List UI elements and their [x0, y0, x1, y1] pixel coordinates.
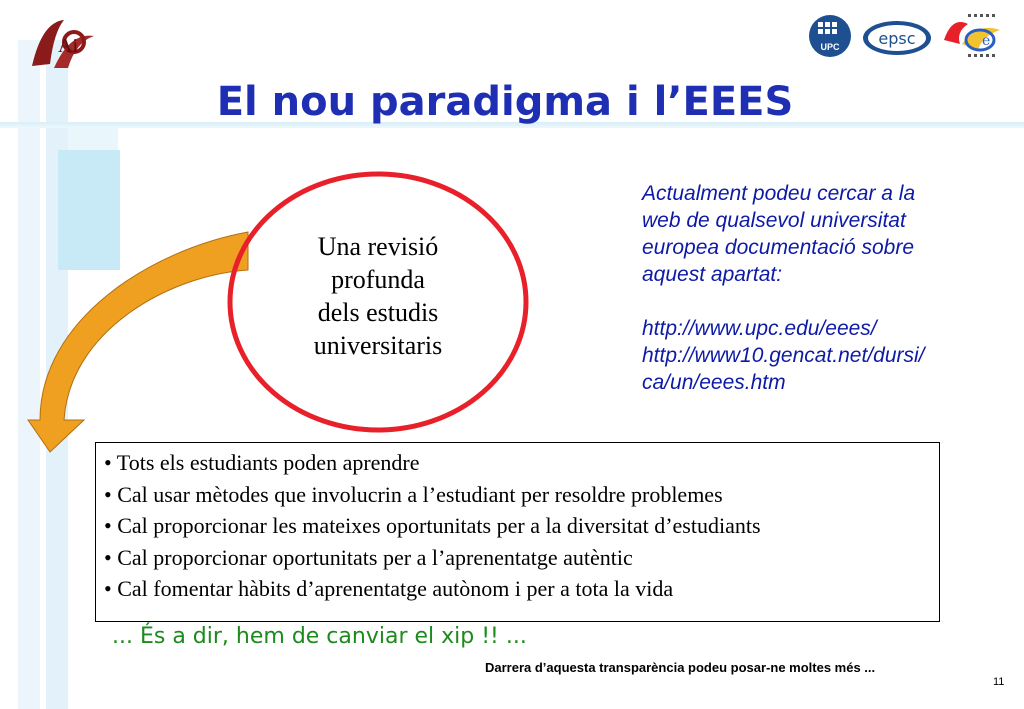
svg-text:UPC: UPC [820, 42, 840, 52]
ellipse-line: universitaris [313, 331, 443, 360]
ellipse-line: dels estudis [317, 298, 439, 327]
link-gencat[interactable]: http://www10.gencat.net/dursi/ [642, 344, 925, 367]
info-line: aquest apartat: [642, 263, 783, 286]
ellipse-line: profunda [331, 265, 425, 294]
link-gencat-cont[interactable]: ca/un/eees.htm [642, 371, 786, 394]
ellipse-line: Una revisió [317, 232, 439, 261]
bullet-item: • Cal usar mètodes que involucrin a l’estudiant per resoldre problemes [104, 481, 723, 507]
bullet-item: • Cal proporcionar oportunitats per a l’aprenentatge autèntic [104, 544, 633, 570]
bullet-list [95, 442, 940, 622]
slide-title: El nou paradigma i l’EEES [216, 78, 794, 125]
ellipse-text [268, 230, 488, 362]
svg-text:e: e [982, 33, 991, 49]
svg-text:epsc: epsc [878, 29, 916, 48]
page-number: 11 [993, 676, 1005, 688]
info-line: europea documentació sobre [642, 236, 915, 259]
info-line: Actualment podeu cercar a la [642, 182, 916, 205]
tagline: ... És a dir, hem de canviar el xip !! ... [112, 624, 527, 649]
bullet-item: • Cal proporcionar les mateixes oportunitats per a la diversitat d’estudiants [104, 513, 761, 538]
logo-text: Ai [58, 35, 78, 57]
info-line: web de qualsevol universitat [642, 209, 906, 232]
info-box [642, 180, 1012, 396]
bullet-item: • Cal fomentar hàbits d’aprenentatge autònom i per a tota la vida [104, 576, 674, 601]
bullet-item: • Tots els estudiants poden aprendre [104, 450, 420, 475]
footnote: Darrera d’aquesta transparència podeu posar-ne moltes més ... [485, 660, 876, 675]
link-upc-eees[interactable]: http://www.upc.edu/eees/ [642, 317, 877, 340]
